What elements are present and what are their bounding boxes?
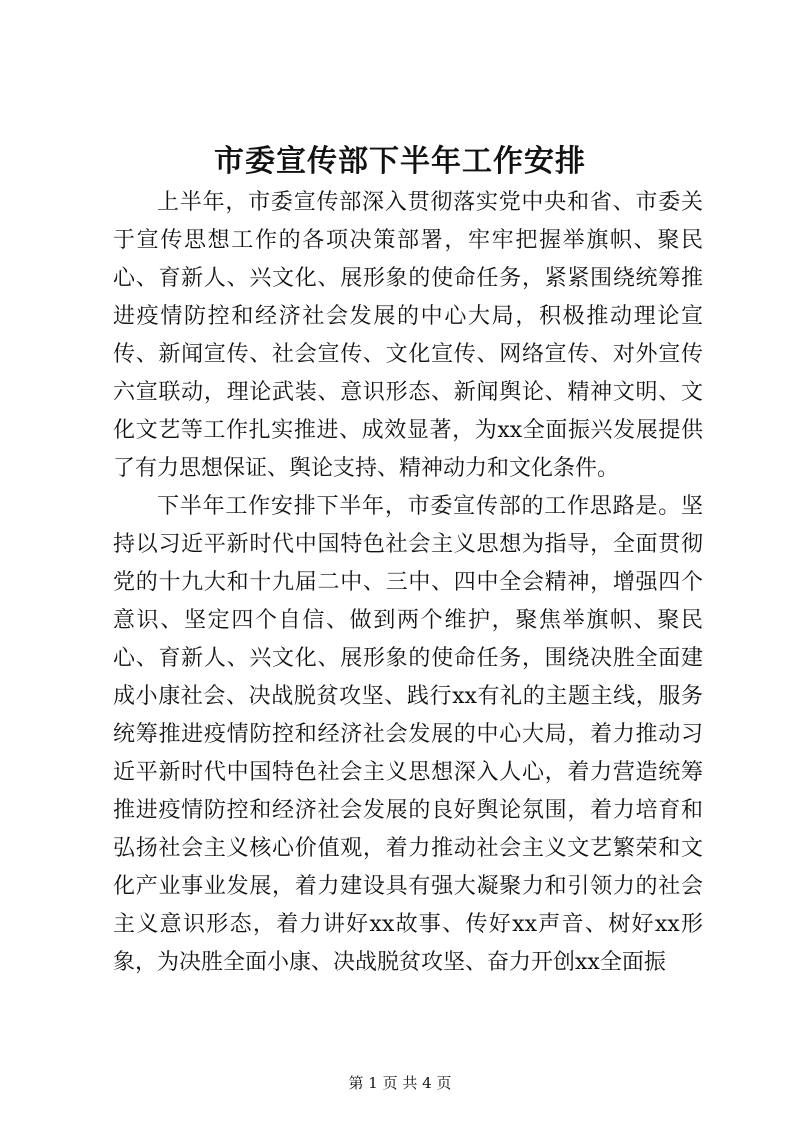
page-footer: 第 1 页 共 4 页 bbox=[348, 1074, 452, 1092]
document-title: 市委宣传部下半年工作安排 bbox=[214, 144, 586, 179]
document-body bbox=[113, 184, 703, 982]
paragraph-first-half-review: 上半年，市委宣传部深入贯彻落实党中央和省、市委关于宣传思想工作的各项决策部署，牢牢把握举旗帜、聚民心、育新人、兴文化、展形象的使命任务，紧紧围绕统筹推进疫情防控和经济社会发展的中心大局，积极推动理论宣传、新闻宣传、社会宣传、文化宣传、网络宣传、对外宣传六宣联动，理论武装、意识形态、新闻舆论、精神文明、文化文艺等工作扎实推进、成效显著，为xx全面振兴发展提供了有力思想保证、舆论支持、精神动力和文化条件。 bbox=[113, 190, 703, 481]
paragraph-second-half-plan: 下半年工作安排下半年，市委宣传部的工作思路是。坚持以习近平新时代中国特色社会主义思想为指导，全面贯彻党的十九大和十九届二中、三中、四中全会精神，增强四个意识、坚定四个自信、做到两个维护，聚焦举旗帜、聚民心、育新人、兴文化、展形象的使命任务，围绕决胜全面建成小康社会、决战脱贫攻坚、践行xx有礼的主题主线，服务统筹推进疫情防控和经济社会发展的中心大局，着力推动习近平新时代中国特色社会主义思想深入人心，着力营造统筹推进疫情防控和经济社会发展的良好舆论氛围，着力培育和弘扬社会主义核心价值观，着力推动社会主义文艺繁荣和文化产业事业发展，着力建设具有强大凝聚力和引领力的社会主义意识形态，着力讲好xx故事、传好xx声音、树好xx形象，为决胜全面小康、决战脱贫攻坚、奋力开创xx全面振 bbox=[113, 494, 703, 975]
